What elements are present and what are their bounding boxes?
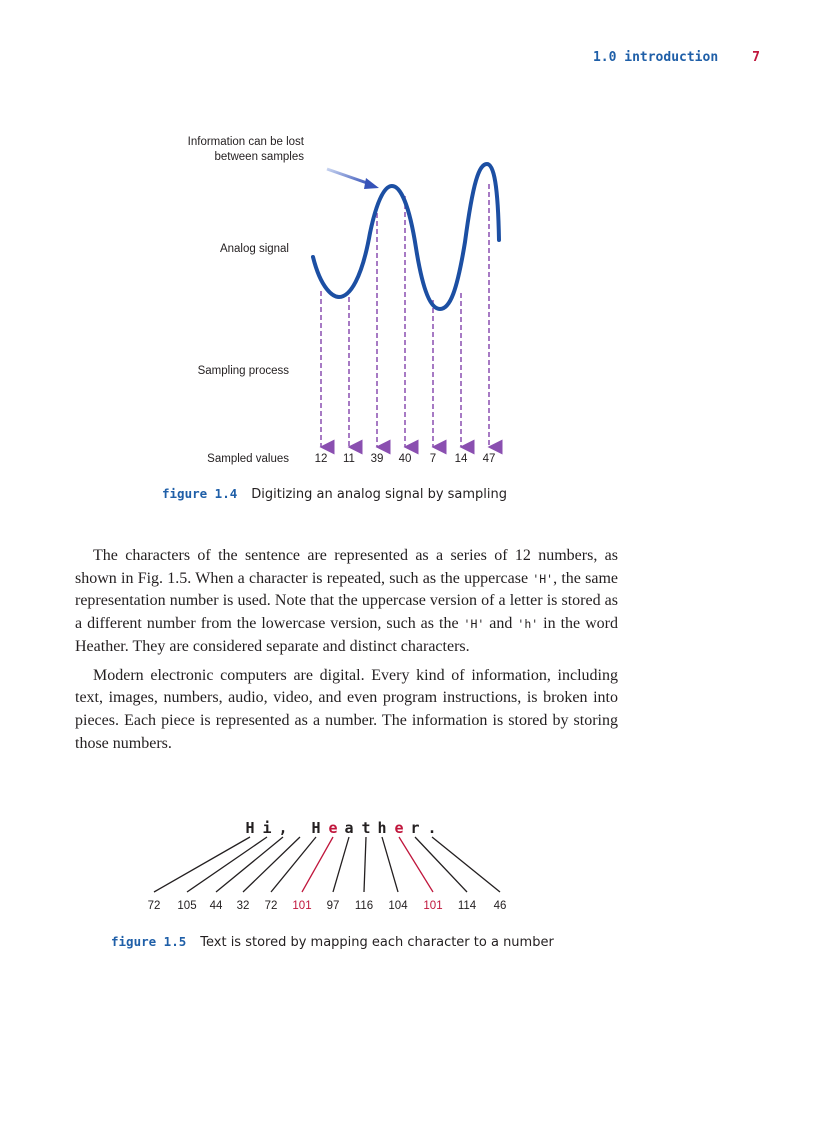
char-code: 97 [326, 900, 340, 912]
mapping-line [333, 837, 349, 892]
mapping-line [364, 837, 366, 892]
annotation-line-2: between samples [214, 151, 304, 163]
sampled-value: 47 [482, 453, 496, 465]
mapping-line [154, 837, 250, 892]
body-text [75, 545, 618, 755]
char-code: 105 [177, 900, 197, 912]
paragraph-text: , the same representation number is used. Note that the uppercase version of a letter is stored as a different number from the lowercase version, such as the [75, 569, 618, 633]
sampled-value: 39 [370, 453, 384, 465]
inline-code: 'H' [463, 617, 485, 632]
mapping-line [382, 837, 398, 892]
char-code: 44 [209, 900, 223, 912]
character: . [427, 819, 437, 837]
section-title: 1.0 introduction [592, 50, 719, 65]
caption-text: Text is stored by mapping each character to a number [200, 935, 554, 950]
char-code: 32 [236, 900, 250, 912]
character: a [344, 819, 354, 837]
sampled-values-label: Sampled values [207, 453, 289, 465]
analog-signal-curve [313, 164, 499, 309]
figure-1-4-caption [162, 486, 507, 502]
mapping-line [243, 837, 300, 892]
page-number: 7 [752, 50, 760, 65]
char-code: 114 [457, 900, 477, 912]
sampled-value: 11 [343, 453, 355, 465]
figure-1-5-caption [111, 934, 554, 950]
character: H [311, 819, 321, 837]
char-code: 46 [493, 900, 507, 912]
character: , [278, 819, 288, 837]
char-code: 101 [423, 900, 443, 912]
analog-signal-label: Analog signal [219, 243, 289, 255]
annotation-line-1: Information can be lost [187, 136, 304, 148]
mapping-line [432, 837, 500, 892]
paragraph-text: The characters of the sentence are represented as a series of 12 numbers, as shown in Fig. 1.5. When a character is repeated, such as the uppercase [75, 547, 618, 587]
character: e [328, 819, 338, 837]
sampled-value: 12 [314, 453, 328, 465]
character: H [245, 819, 255, 837]
paragraph-text: in the word Heather. They are considered separate and distinct characters. [75, 615, 618, 655]
caption-label: figure 1.5 [111, 934, 187, 949]
char-code: 104 [388, 900, 408, 912]
mapping-line [271, 837, 316, 892]
char-code: 101 [292, 900, 312, 912]
caption-label: figure 1.4 [162, 486, 238, 501]
inline-code: 'h' [517, 617, 539, 632]
inline-code: 'H' [532, 571, 554, 586]
character: t [361, 819, 371, 837]
paragraph-2: Modern electronic computers are digital. Every kind of information, including text, images, numbers, audio, video, and even program instructions, is broken into pieces. Each piece is represented as a number. The information is stored by storing those numbers. [75, 666, 618, 752]
mapping-line [415, 837, 467, 892]
sampled-value: 40 [398, 453, 412, 465]
mapping-line [302, 837, 333, 892]
caption-text: Digitizing an analog signal by sampling [251, 487, 508, 502]
figure-1-4 [0, 0, 816, 480]
character: r [410, 819, 420, 837]
paragraph-1 [75, 545, 618, 659]
sampled-value: 14 [454, 453, 468, 465]
annotation-arrow-head [364, 178, 379, 189]
sampling-diagram [0, 0, 816, 480]
annotation-arrow-shaft [327, 169, 370, 184]
char-code: 72 [264, 900, 278, 912]
character: h [377, 819, 387, 837]
sampling-process-label: Sampling process [197, 365, 289, 377]
char-mapping-diagram [0, 800, 816, 920]
char-code: 72 [147, 900, 161, 912]
sampled-value: 7 [429, 453, 437, 465]
character: i [262, 819, 272, 837]
char-code: 116 [354, 900, 374, 912]
character: e [394, 819, 404, 837]
mapping-line [399, 837, 433, 892]
figure-1-5 [0, 800, 816, 920]
paragraph-text: and [484, 615, 518, 633]
